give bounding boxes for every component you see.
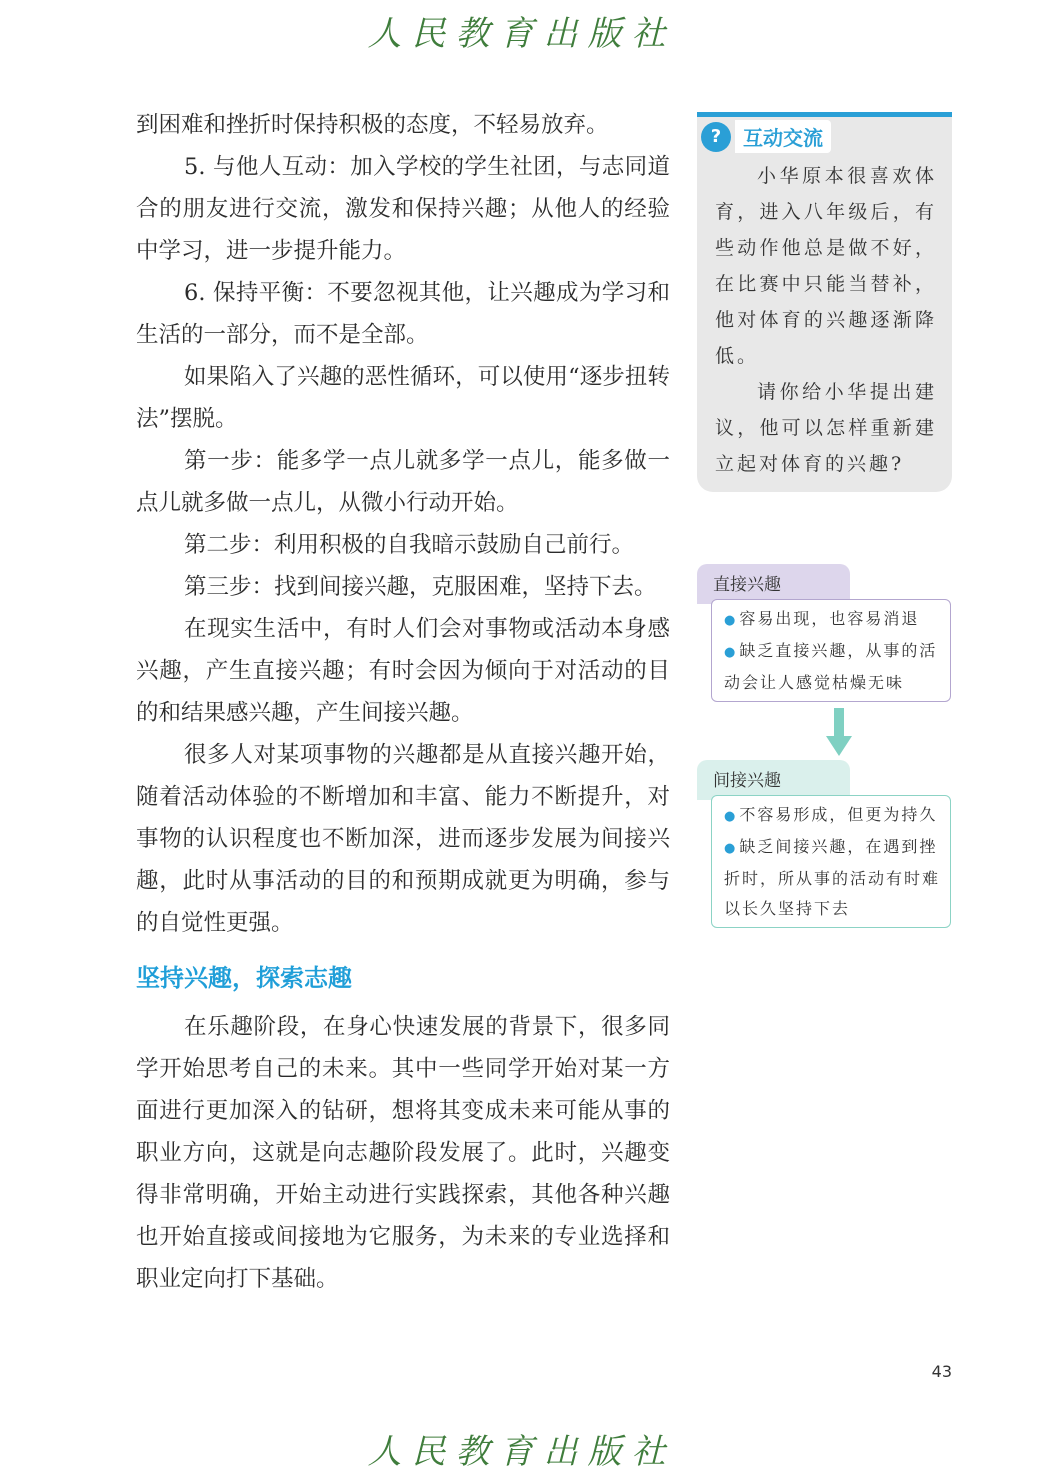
publisher-logo-top: 人民教育出版社 [367,14,676,54]
interaction-header [701,120,831,153]
paragraph: 在现实生活中，有时人们会对事物或活动本身感兴趣，产生直接兴趣；有时会因为倾向于对活动的目的和结果感兴趣，产生间接兴趣。 [136,616,670,726]
paragraph: 第三步：找到间接兴趣，克服困难，坚持下去。 [184,574,657,600]
paragraph: 5. 与他人互动：加入学校的学生社团，与志同道合的朋友进行交流，激发和保持兴趣；从他人的经验中学习，进一步提升能力。 [136,154,670,264]
bullet-icon: ● [724,809,736,824]
list-item: ● 不容易形成，但更为持久 [724,805,938,824]
list-item: ● 缺乏间接兴趣，在遇到挫折时，所从事的活动有时难以长久坚持下去 [724,837,941,918]
interaction-body [715,158,937,482]
publisher-logo-bottom: 人民教育出版社 [367,1432,676,1472]
list-item: ● 缺乏直接兴趣，从事的活动会让人感觉枯燥无味 [724,641,938,692]
question-chat-icon: ? [701,122,731,152]
indirect-interest-card [711,795,951,928]
bullet-icon: ● [724,645,736,660]
bullet-icon: ● [724,613,736,628]
indirect-interest-tab: 间接兴趣 [697,760,850,800]
section-paragraph: 在乐趣阶段，在身心快速发展的背景下，很多同学开始思考自己的未来。其中一些同学开始对某一方面进行更加深入的钻研，想将其变成未来可能从事的职业方向，这就是向志趣阶段发展了。此时，兴趣变得非常明确，开始主动进行实践探索，其他各种兴趣也开始直接或间接地为它服务，为未来的专业选择和职业定向打下基础。 [136,1014,670,1292]
sidebar-top-bar [697,112,952,117]
paragraph: 第一步：能多学一点儿就多学一点儿，能多做一点儿就多做一点儿，从微小行动开始。 [136,448,670,516]
main-text-column [136,104,670,1300]
direct-interest-tab: 直接兴趣 [697,564,850,604]
interaction-sidebar-box [697,112,952,492]
paragraph: 第二步：利用积极的自我暗示鼓励自己前行。 [184,532,635,558]
paragraph: 6. 保持平衡：不要忽视其他，让兴趣成为学习和生活的一部分，而不是全部。 [136,280,670,348]
page-number: 43 [931,1362,952,1381]
section-heading: 坚持兴趣，探索志趣 [136,964,352,992]
interaction-paragraph: 小华原本很喜欢体育，进入八年级后，有些动作他总是做不好，在比赛中只能当替补，他对体育的兴趣逐渐降低。 [715,165,937,367]
list-item: ● 容易出现，也容易消退 [724,609,920,628]
paragraph: 到困难和挫折时保持积极的态度，不轻易放弃。 [136,112,609,138]
paragraph: 如果陷入了兴趣的恶性循环，可以使用“逐步扭转法”摆脱。 [136,364,670,432]
paragraph: 很多人对某项事物的兴趣都是从直接兴趣开始，随着活动体验的不断增加和丰富、能力不断提升，对事物的认识程度也不断加深，进而逐步发展为间接兴趣，此时从事活动的目的和预期成就更为明确，参与的自觉性更强。 [136,742,670,936]
direct-interest-card [711,599,951,702]
interaction-title: 互动交流 [735,120,831,153]
interaction-question: 请你给小华提出建议，他可以怎样重新建立起对体育的兴趣? [715,381,937,475]
down-arrow-icon [826,708,852,756]
bullet-icon: ● [724,841,736,856]
